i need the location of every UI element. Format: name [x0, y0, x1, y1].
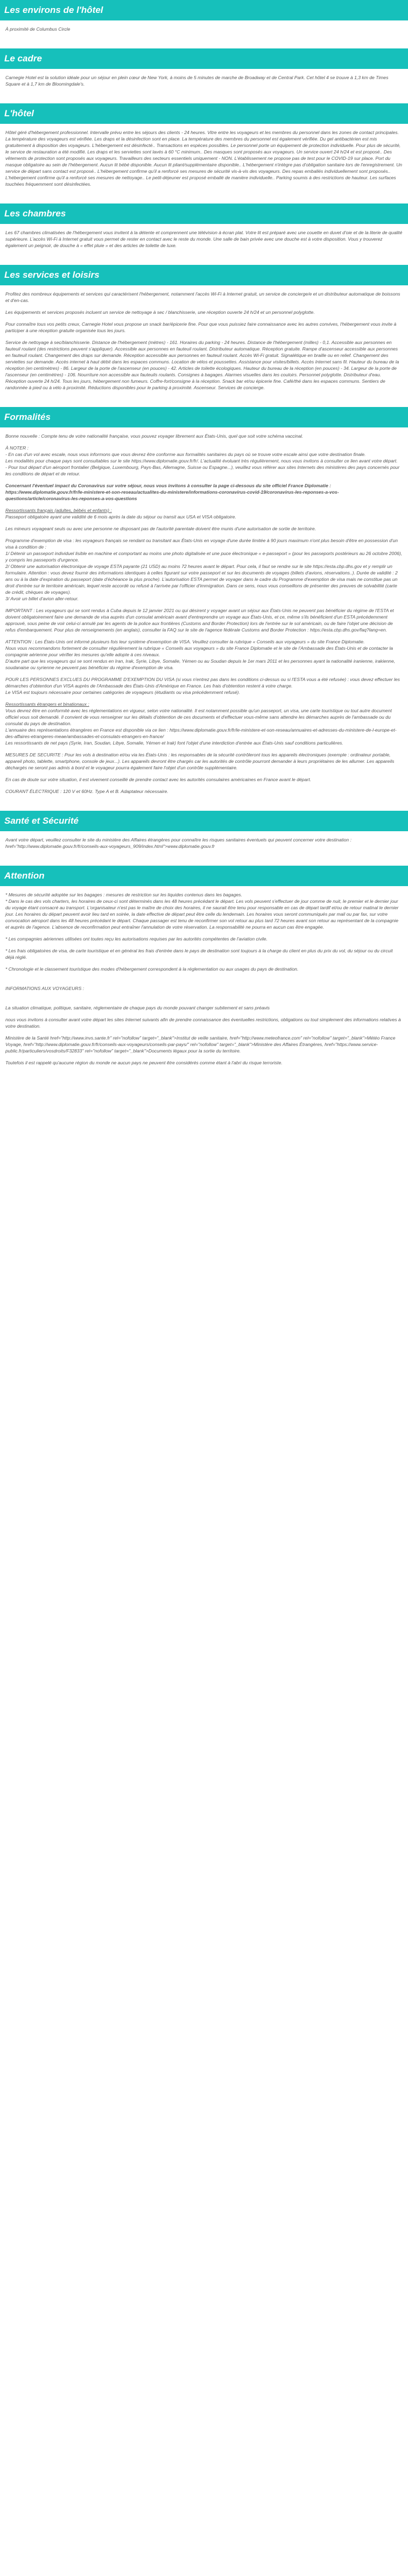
paragraph: INFORMATIONS AUX VOYAGEURS :	[5, 986, 85, 991]
section-title: Le cadre	[0, 48, 408, 69]
paragraph: ATTENTION : Les États-Unis ont informé plusieurs fois leur système d'exemption de VISA. Veuillez consulter la rubrique « Conseils aux voyageurs » du site France Diplomatie.	[5, 639, 365, 644]
paragraph: MESURES DE SECURITE : Pour les vols à destination et/ou via les États-Unis : les responsables de la sécurité contrôleront tous les appareils électroniques (exemple : ordinateur portable, appareil photo, tablette, smartphone, console de jeux...). Les appareils devront être chargés car les autorités de contrôle pourront demander à leurs propriétaires de les allumer. Les appareils déchargés ne seront pas admis à bord et le voyageur pourra également faire l'objet d'un contrôle supplémentaire.	[5, 752, 395, 770]
paragraph: - En cas d'un vol avec escale, nous vous informons que vous devrez être conforme aux formalités sanitaires du pays où se trouve votre escale ainsi que votre destination finale.	[5, 452, 366, 457]
section-attention	[0, 866, 408, 1066]
paragraph: 3/ Avoir un billet d'avion aller-retour.	[5, 596, 79, 601]
paragraph: La situation climatique, politique, sanitaire, réglementaire de chaque pays du monde pouvant changer subitement et sans préavis	[5, 1005, 270, 1010]
paragraph: Pour connaître tous vos petits creux, Carnegie Hotel vous propose un snack bar/épicerie fine. Pour que vous puissiez faire connaissance avec les autres convives, l'hébergement vous invite à participer à une réception gratuite organisée tous les jours.	[5, 321, 397, 333]
section-body	[0, 285, 408, 391]
section-body	[0, 224, 408, 249]
paragraph: Les ressortissants de net pays (Syrie, Iran, Soudan, Libye, Somalie, Yémen et Irak) font l'objet d'une interdiction d'entrée aux États-Unis sauf conditions particulières.	[5, 740, 343, 746]
paragraph: Profitez des nombreux équipements et services qui caractérisent l'hébergement, notamment l'accès Wi-Fi à Internet gratuit, un service de concierge/e et un distributeur automatique de boissons et d'en-cas.	[5, 291, 400, 303]
paragraph: Programme d'exemption de visa : les voyageurs français se rendant ou transitant aux États-Unis en voyage d'une durée limitée à 90 jours maximum n'ont plus besoin d'être en possession d'un visa à condition de :	[5, 538, 398, 550]
section-body	[0, 831, 408, 850]
paragraph: Avant votre départ, veuillez consulter le site du ministère des Affaires étrangères pour connaître les risques sanitaires éventuels qui peuvent concerner votre destination : href="http://www.diplomatie.gouv.fr/fr/conseils-aux-voyageurs_909/index.html">www.diplomatie.gouv.fr	[5, 837, 351, 849]
paragraph: * Chronologie et le classement touristique des modes d'hébergement correspondent à la réglementation ou aux usages du pays de destination.	[5, 966, 299, 972]
paragraph: Le VISA est toujours nécessaire pour certaines catégories de voyageurs (étudiants ou visa précédemment refusé).	[5, 690, 240, 695]
paragraph: * Les compagnies aériennes utilisées ont toutes reçu les autorisations requises par les autorités compétentes de l'aviation civile.	[5, 936, 268, 942]
paragraph: Ressortissants français (adultes, bébés et enfants) :	[5, 508, 112, 513]
section-title: Les chambres	[0, 203, 408, 224]
section-sante	[0, 811, 408, 866]
paragraph: Passeport obligatoire ayant une validité de 6 mois après la date du séjour ou transit aux USA et VISA obligatoire.	[5, 514, 236, 520]
paragraph: * Dans le cas des vols charters, les horaires de ceux-ci sont déterminés dans les 48 heures précédant le départ. Les vols peuvent s'effectuer de jour comme de nuit, le premier et le dernier jour du voyage étant consacré au transport. L'organisateur n'est pas le maître de choix des horaires, il ne saurait être tenu pour responsable en cas de départ tardif et/ou de retour matinal le dernier jour. Les horaires du départ peuvent avoir lieu tard en soirée, la date effective de départ peut être celle du lendemain. Les horaires vous seront communiqués par mail ou par fax, sur votre convocation aéroport dans les 48 heures précédant le départ. Chaque passager est tenu de reconfirmer son vol retour au plus tard 72 heures avant son retour au représentant de la compagnie et auprès de l'agence. L'absence de reconfirmation peut entraîner l'annulation de votre réservation. La responsabilité ne pourra en aucun cas être engagée.	[5, 899, 399, 930]
paragraph: Les équipements et services proposés incluent un service de nettoyage à sec / blanchisserie, une réception ouverte 24 h/24 et un personnel polyglotte.	[5, 310, 315, 315]
paragraph: nous vous invitons à consulter avant votre départ les sites Internet suivants afin de prendre connaissance des éventuelles restrictions, obligations ou tout simplement des informations relatives à votre destination.	[5, 1017, 401, 1029]
section-services	[0, 265, 408, 407]
section-environs	[0, 0, 408, 48]
paragraph: Les modalités pour chaque pays sont consultables sur le site https://www.diplomatie.gouv.fr/fr/. L'actualité évoluant très régulièrement, nous vous invitons à consulter ce lien avant votre départ.	[5, 458, 398, 464]
paragraph: Service de nettoyage à sec/blanchisserie. Distance de l'hébergement (mètres) - 161. Horaires du parking - 24 heures. Distance de l'hébergement (milles) - 0,1. Accessible aux personnes en fauteuil roulant (des restrictions peuvent s'appliquer). Accessible aux personnes en fauteuil roulant. Distributeur automatique. Réception gratuite. Rampe d'ascenseur accessible aux personnes en fauteuil roulant. Changement des draps sur demande. Réception accessible aux personnes en fauteuil roulant. Accès Wi-Fi gratuit. Signalétique en braille ou en relief. Changement des serviettes sur demande. Accès internet à haut débit dans les espaces communs. Location de vélos et poussettes. Assistance pour visites/billets. Accès Internet sans fil. Hauteur du bureau de la réception (en centimètres) - 86. Largeur de la porte de l'ascenseur (en pouces) - 42. Articles de toilette écologiques. Hauteur du bureau de la réception (en pouces) - 34. Largeur de la porte de l'ascenseur (en centimètres) - 106. Nourriture non accessible aux fauteuils roulants. Consignes à bagages. Alarmes visuelles dans les couloirs. Personnel polyglotte. Distributeur d'eau. Réception ouverte 24 h/24. Tous les jours, hébergement non fumeurs. Coffre-fort/consigne à la réception. Snack bar et/ou épicerie fine. Café/thé dans les espaces communs. Sentiers de randonnée à pied ou à vélo à proximité. Réductions disponibles pour le parking à proximité. Ascenseur. Services de concierge.	[5, 340, 399, 390]
paragraph: Ressortissants étrangers et binationaux :	[5, 701, 89, 707]
section-chambres	[0, 203, 408, 265]
paragraph: - Pour tout départ d'un aéroport frontalier (Belgique, Luxembourg, Pays-Bas, Allemagne, Suisse ou Espagne...), veuillez vous référer aux sites Internets des ministères des pays concernés pour les conditions de départ et de retour.	[5, 465, 400, 476]
paragraph: Hôtel géré d'hébergement professionnel. Intervalle prévu entre les séjours des clients - 24 heures. Vitre entre les voyageurs et les membres du personnel dans les zones de contact principales. La température des voyageurs est vérifiée. Les draps et la désinfection sont en place. La température des membres du personnel est également vérifiée. Du gel antibactérien est mis gratuitement à disposition des voyageurs. L'hébergement est désinfecté.. Transactions en espèces possibles. Le personnel porte un équipement de protection individuelle. Pour plus de sécurité, le service de restauration a été modifié. Les draps et les serviettes sont lavés à 60 °C minimum.. Des masques sont proposés aux voyageurs. Un service ouvert 24 h/24 et est proposé.. Des vêtements de protection sont proposés aux voyageurs. Travailleurs des secteurs essentiels uniquement - NON. L'établissement ne propose pas de test pour le COVID-19 sur place. Port du masque obligatoire au sein de l'hébergement. Aucun lit bébé disponible. Aucun lit pliant/supplémentaire disponible.. L'hébergement n'intègre pas d'obligation sanitaire lors de l'enregistrement. Un service de départ sans contact est proposé.. L'hébergement confirme qu'il a renforcé ses mesures de sécurité vis-à-vis des voyageurs. Des repas emballés individuellement sont proposés.. L'hébergement confirme qu'il a renforcé ses mesures de nettoyage.. Le petit-déjeuner est proposé emballé de manière individuelle.. Parking soumis à des restrictions de hauteur. Les surfaces touchées fréquemment sont désinfectées.	[5, 130, 403, 187]
section-hotel	[0, 103, 408, 203]
hotel-info-page	[0, 0, 408, 1066]
paragraph: À NOTER :	[5, 445, 29, 451]
paragraph: Concernant l'éventuel impact du Coronavirus sur votre séjour, nous vous invitons à consulter la page ci-dessous du site officiel France Diplomatie : https://www.diplomatie.gouv.fr/fr/le-ministere-et-son-reseau/actualites-du-ministere/informations-coronavirus-covid-19/coronavirus-les-reponses-a-vos-questions/article/coronavirus-les-reponses-a-vos-questions	[5, 483, 339, 501]
section-title: Les services et loisirs	[0, 265, 408, 285]
paragraph: IMPORTANT : Les voyageurs qui se sont rendus à Cuba depuis le 12 janvier 2021 ou qui désirent y voyager avant un séjour aux États-Unis ne peuvent pas bénéficier du régime de l'ESTA et doivent obligatoirement faire une demande de visa auprès d'un consulat américain avant d'entreprendre un voyage aux États-Unis, et ce, même s'ils bénéficient d'un ESTA précédemment approuvé, sous peine de voir celui-ci annulé par les agents de la police aux frontières (Customs and Border Protection) lors de l'entrée sur le sol américain, ou de faire l'objet une décision de refus d'embarquement. Pour plus de renseignements (en anglais), consulter la FAQ sur le site de l'agence fédérale Customs and Border Protection : https://esta.cbp.dhs.gov/faq?lang=en.	[5, 608, 394, 633]
paragraph: * Mesures de sécurité adoptée sur les bagages : mesures de restriction sur les liquides contenus dans les bagages.	[5, 892, 242, 897]
paragraph: * Les frais obligatoires de visa, de carte touristique et en général les frais d'entrée dans le pays de destination sont toujours à la charge du client en plus du prix du vol, du séjour ou du circuit déjà réglé.	[5, 948, 393, 960]
paragraph: D'autre part que les voyageurs qui se sont rendus en Iran, Irak, Syrie, Libye, Somalie, Yémen ou au Soudan depuis le 1er mars 2011 et les personnes ayant la nationalité iranienne, irakienne, soudanaise ou syrienne ne peuvent pas bénéficier du régime d'exemption de visa.	[5, 658, 396, 670]
paragraph: Vous devrez être en conformité avec les réglementations en vigueur, selon votre nationalité. Il est notamment possible qu'un passeport, un visa, une carte touristique ou tout autre document officiel vous soit demandé. Il convient de vous renseigner sur les détails d'obtention de ces documents et d'effectuer vous-même sans attendre les démarches auprès de l'ambassade ou du consulat du pays de destination.	[5, 708, 392, 726]
paragraph: À proximité de Columbus Circle	[5, 26, 71, 32]
section-title: Formalités	[0, 407, 408, 427]
section-body	[0, 124, 408, 187]
paragraph: Nous vous recommandons fortement de consulter régulièrement la rubrique « Conseils aux voyageurs » du site France Diplomatie et le site de l'Ambassade des États-Unis et de contacter la compagnie aérienne pour vérifier les mesures qu'elle adopte à ces niveaux.	[5, 645, 393, 657]
section-cadre	[0, 48, 408, 103]
section-title: Attention	[0, 866, 408, 886]
section-body	[0, 20, 408, 32]
paragraph: COURANT ÉLECTRIQUE : 120 V et 60Hz. Type A et B. Adaptateur nécessaire.	[5, 789, 168, 794]
section-formalites	[0, 407, 408, 811]
section-title: L'hôtel	[0, 103, 408, 124]
section-title: Santé et Sécurité	[0, 811, 408, 831]
paragraph: Carnegie Hotel est la solution idéale pour un séjour en plein cœur de New York, à moins de 5 minutes de marche de Broadway et de Central Park. Cet hôtel 4 se trouve à 1,3 km de Times Square et à 1,7 km de Bloomingdale's.	[5, 75, 389, 87]
paragraph: 2/ Obtenir une autorisation électronique de voyage ESTA payante (21 USD) au moins 72 heures avant le départ. Pour cela, il faut se rendre sur le site https://esta.cbp.dhs.gov et y remplir un formulaire. Attention : vous devez fournir des informations identiques à celles figurant sur votre passeport et sur les documents de voyages (billets d'avions, réservations..). Durée de validité : 2 ans ou à la date d'expiration du passeport (date d'échéance la plus proche). L'autorisation ESTA permet de voyager dans le cadre du Programme d'exemption de visa mais ne constitue pas un droit d'entrée sur le territoire américain, lequel reste accordé ou refusé à l'arrivée par l'officier d'immigration. Dans ce sens, nous vous conseillons de présenter des preuves de solvabilité (carte de crédit, chèques de voyages).	[5, 564, 398, 595]
section-title: Les environs de l'hôtel	[0, 0, 408, 20]
paragraph: L'annuaire des représentations étrangères en France est disponible via ce lien : https://www.diplomatie.gouv.fr/fr/le-ministere-et-son-reseau/annuaires-et-adresses-du-ministere-de-l-europe-et-des-affaires-etrangeres-meae/ambassades-et-consulats-etrangers-en-france/	[5, 727, 397, 739]
paragraph: 1/ Détenir un passeport individuel lisible en machine et comportant au moins une photo digitalisée et une puce électronique « e-passeport » (pour les passeports postérieurs au 26 octobre 2006), y compris les passeports d'urgence.	[5, 551, 403, 563]
section-body	[0, 427, 408, 795]
paragraph: Bonne nouvelle : Compte tenu de votre nationalité française, vous pouvez voyager librement aux États-Unis, quel que soit votre schéma vaccinal.	[5, 433, 304, 439]
paragraph: Les mineurs voyageant seuls ou avec une personne ne disposant pas de l'autorité parentale doivent être munis d'une autorisation de sortie de territoire.	[5, 526, 316, 531]
section-body	[0, 69, 408, 87]
paragraph: POUR LES PERSONNES EXCLUES DU PROGRAMME D'EXEMPTION DU VISA (si vous n'entrez pas dans les conditions ci-dessus ou si l'ESTA vous a été refusée) : vous devez effectuer les démarches d'obtention d'un VISA auprès de l'Ambassade des États-Unis d'Amérique en France. Les frais d'obtention restent à votre charge.	[5, 677, 400, 689]
paragraph: Ministère de la Santé href="http://www.invs.sante.fr" rel="nofollow" target="_blank">Institut de veille sanitaire, href="http://www.meteofrance.com" rel="nofollow" target="_blank">Météo France Voyage, href="http://www.diplomatie.gouv.fr/fr/conseils-aux-voyageurs/conseils-par-pays/" rel="nofollow" target="_blank">Ministère des Affaires Étrangères, href="https://www.service-public.fr/particuliers/vosdroits/F32833" rel="nofollow" target="_blank">Documents légaux pour la sortie du territoire.	[5, 1035, 396, 1054]
section-body	[0, 886, 408, 1066]
paragraph: Les 67 chambres climatisées de l'hébergement vous invitent à la détente et comprennent une télévision à écran plat. Votre lit est préparé avec une couette en duvet d'oie et de la literie de qualité supérieure. L'accès Wi-Fi à Internet gratuit vous permet de rester en contact avec le reste du monde. Une salle de bain privée avec une douche est à votre disposition. Vous y trouverez également un peignoir, de douche à « effet pluie » et des articles de toilette de luxe.	[5, 230, 403, 248]
paragraph: Toutefois il est rappelé qu'aucune région du monde ne aucun pays ne peuvent être considérés comme étant à l'abri du risque terroriste.	[5, 1060, 283, 1065]
paragraph: En cas de doute sur votre situation, il est vivement conseillé de prendre contact avec les autorités consulaires américaines en France avant le départ.	[5, 777, 311, 782]
